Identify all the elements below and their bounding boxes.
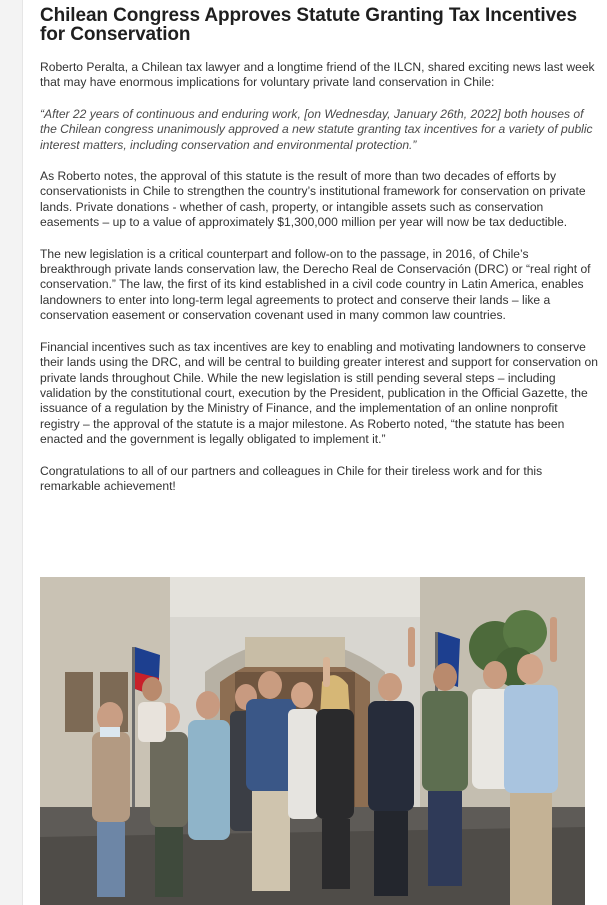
incentives-paragraph: Financial incentives such as tax incentives are key to enabling and motivating landowners to conserve their lands using the DRC, and will be central to building greater interest and support for conservation on private lands throughout Chile. While the new legislation is still pending several steps – including validation by the constitutional court, execution by the President, publication in the Official Gazette, the issuance of a regulation by the Ministry of Finance, and the implementation of an online nonprofit registry – the approval of the statute is a major milestone. As Roberto noted, “the statute has been enacted and the government is legally obligated to implement it.” — [40, 339, 598, 447]
congratulations-paragraph: Congratulations to all of our partners and colleagues in Chile for their tireless work and for this remarkable achievement! — [40, 463, 543, 493]
quote-paragraph: “After 22 years of continuous and enduring work, [on Wednesday, January 26th, 2022] both houses of the Chilean congress unanimously approved a new statute granting tax incentives for a variety of public interest matters, including conservation and environmental protection.” — [40, 106, 593, 152]
article — [40, 6, 598, 510]
group-photo — [40, 577, 585, 905]
intro-paragraph: Roberto Peralta, a Chilean tax lawyer and a longtime friend of the ILCN, shared exciting news last week that may have enormous implications for voluntary private land conservation in Chile: — [40, 60, 595, 90]
statute-paragraph: As Roberto notes, the approval of this statute is the result of more than two decades of efforts by conservationists in Chile to strengthen the country’s institutional framework for conservation on private lands. Private donations - whether of cash, property, or intangible assets such as conservation easements – up to a value of approximately $1,300,000 million per year will now be tax deductible. — [40, 169, 586, 230]
article-title: Chilean Congress Approves Statute Granting Tax Incentives for Conservation — [40, 5, 577, 45]
left-margin-rule — [0, 0, 23, 905]
legislation-paragraph: The new legislation is a critical counterpart and follow-on to the passage, in 2016, of Chile’s breakthrough private lands conservation law, the Derecho Real de Conservación (DRC) or “real right of conservation.” The law, the first of its kind established in a civil code country in Latin America, enables landowners to enter into long-term legal agreements to protect and conserve their lands – like a conservation easement or conservation covenant used in many common law countries. — [40, 246, 591, 323]
